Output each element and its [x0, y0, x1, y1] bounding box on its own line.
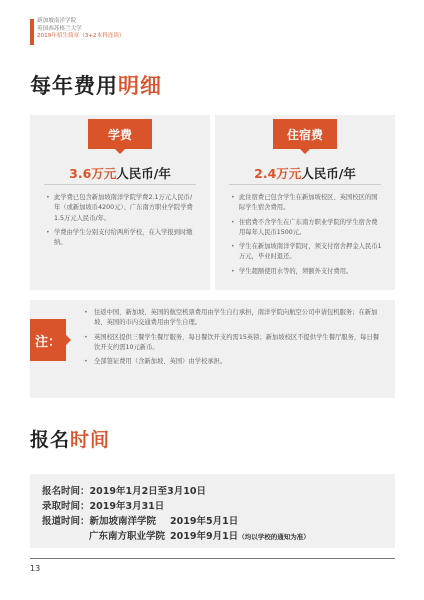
- header-highlight: 2019年招生简章（3+2本科连读）: [37, 33, 125, 39]
- report-gd-date: 2019年9月1日: [170, 531, 239, 542]
- tuition-badge: 学费: [88, 119, 152, 149]
- tuition-price-number: 3.6万元: [69, 166, 117, 181]
- header-accent-bar: [30, 19, 34, 45]
- schedule-title-accent: 时间: [70, 429, 111, 451]
- registration-value: 2019年1月2日至3月10日: [89, 486, 207, 497]
- report-note: （均以学校的通知为准）: [238, 533, 310, 541]
- list-item: • 住宿费不含学生在广东南方职业学院的学生宿舍费用每年人民币1500元。: [231, 218, 383, 239]
- page-number: 13: [30, 564, 41, 573]
- housing-badge: 住宿费: [273, 119, 337, 149]
- housing-price: [215, 164, 395, 182]
- list-item: • 英国校区提供三餐学生餐厅服务，每日餐饮开支约需15英镑；新加坡校区不提供学生餐厅服务，每日餐饮开支约需10元新币。: [84, 333, 385, 354]
- list-item: • 此学费已包含新加坡南洋学院学费2.1万元人民币/年（或新加坡币4200元）、广东南方职业学院学费1.5万元人民币/年。: [46, 193, 198, 224]
- admission-value: 2019年3月31日: [89, 501, 165, 512]
- schedule-title-dark: 报名: [30, 429, 71, 451]
- list-item: • 学生超额使用水等的，须额外支付费用。: [231, 267, 383, 277]
- schedule-panel: [30, 474, 395, 548]
- housing-price-number: 2.4万元: [254, 166, 302, 181]
- housing-details: [231, 193, 383, 281]
- list-item: • 此住宿费已包含学生在新加坡校区、英国校区的国际学生宿舍费用。: [231, 193, 383, 214]
- fees-title-dark: 每年费用: [30, 74, 118, 98]
- header-line-1: 新加坡南洋学院: [37, 18, 77, 24]
- divider: [229, 184, 381, 185]
- tuition-price-unit: 人民币/年: [116, 166, 171, 181]
- list-item: • 学费由学生分别支付给两所学校，在入学报到时缴纳。: [46, 228, 198, 249]
- notes-panel: [30, 300, 395, 398]
- notes-tag: 注：: [30, 319, 66, 361]
- tuition-details: [46, 193, 198, 252]
- tuition-card: [30, 115, 210, 290]
- fees-title: [30, 70, 162, 100]
- report-sg-school: 新加坡南洋学院: [89, 516, 157, 527]
- schedule-title: [30, 425, 110, 452]
- notes-list: [84, 308, 385, 371]
- list-item: • 全部签证费用（含新加坡、英国）由学校承担。: [84, 357, 385, 367]
- fees-title-accent: 明细: [118, 74, 162, 98]
- list-item: • 学生在新加坡南洋学院时，须支付宿舍押金人民币1万元，毕业时退还。: [231, 242, 383, 263]
- divider: [44, 184, 196, 185]
- document-header: [37, 18, 125, 41]
- report-label: 报道时间：: [42, 516, 90, 527]
- admission-label: 录取时间：: [42, 501, 90, 512]
- registration-row: [42, 483, 206, 497]
- header-line-2: 英国西苏格兰大学: [37, 25, 82, 32]
- footer-divider: [30, 558, 395, 559]
- registration-label: 报名时间：: [42, 486, 90, 497]
- list-item: • 往返中国、新加坡、英国的航空机票费用由学生自行承担，南洋学院向航空公司申请包机服务；在新加坡、英国的市内交通费用由学生自理。: [84, 308, 385, 329]
- housing-card: [215, 115, 395, 290]
- report-row-2: [89, 528, 310, 542]
- tuition-price: [30, 164, 210, 182]
- admission-row: [42, 498, 164, 512]
- report-sg-date: 2019年5月1日: [170, 516, 239, 527]
- report-gd-school: 广东南方职业学院: [89, 531, 166, 542]
- report-row: [42, 513, 238, 527]
- housing-price-unit: 人民币/年: [301, 166, 356, 181]
